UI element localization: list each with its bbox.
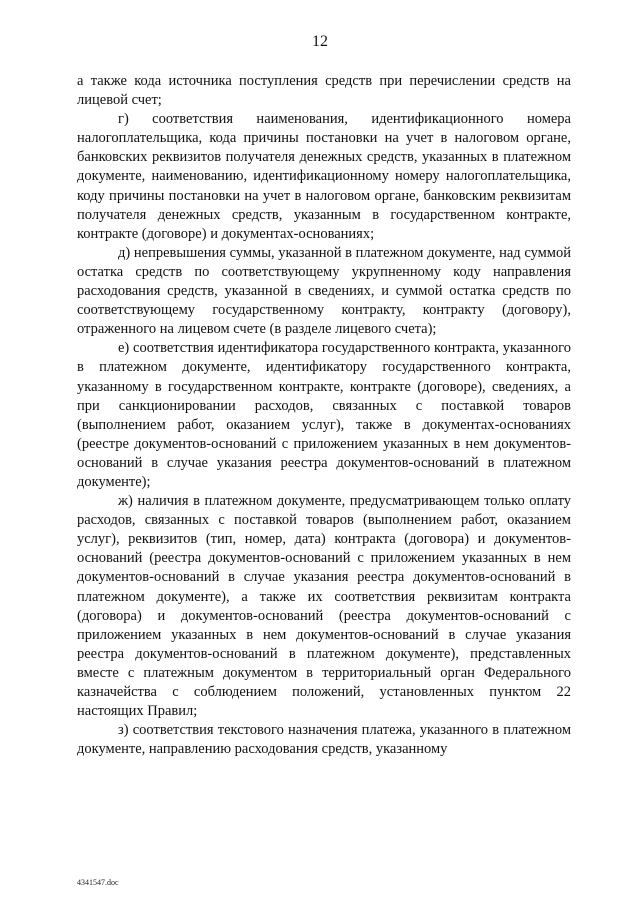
page-number: 12 — [312, 33, 328, 50]
paragraph-item-d: д) непревышения суммы, указанной в платежном документе, над суммой остатка средств по соответствующему укрупненному коду направления расходования средств, указанной в сведениях, и суммой остатка средств по соответствующему государственному контракту, контракту (договору), отраженного на лицевом счете (в разделе лицевого счета); — [77, 244, 571, 338]
document-body — [77, 72, 571, 759]
paragraph-item-e: е) соответствия идентификатора государственного контракта, указанного в платежном документе, идентификатору государственного контракта, указанному в государственном контракте, контракте (договоре), сведениях, а при санкционировании расходов, связанных с поставкой товаров (выполнением работ, оказанием услуг), также в документах-основаниях (реестре документов-оснований с приложением указанных в нем документов-оснований в случае указания реестра документов-оснований в платежном документе); — [77, 340, 571, 490]
paragraph-item-g: г) соответствия наименования, идентификационного номера налогоплательщика, кода причины постановки на учет в налоговом органе, банковских реквизитов получателя денежных средств, указанных в платежном документе, наименованию, идентификационному номеру налогоплательщика, коду причины постановки на учет в налоговом органе, банковским реквизитам получателя денежных средств, указанным в государственном контракте, контракте (договоре) и документах-основаниях; — [77, 111, 571, 242]
paragraph-item-zh: ж) наличия в платежном документе, предусматривающем только оплату расходов, связанных с поставкой товаров (выполнением работ, оказанием услуг), реквизитов (тип, номер, дата) контракта (договора) и документов-оснований (реестра документов-оснований с приложением указанных в нем документов-оснований в случае указания реестра документов-оснований в платежном документе), а также их соответствия реквизитам контракта (договора) и документов-оснований (реестра документов-оснований с приложением указанных в нем документов-оснований в случае указания реестра документов-оснований в платежном документе), представленных вместе с платежным документом в территориальный орган Федерального казначейства с соблюдением положений, установленных пунктом 22 настоящих Правил; — [77, 493, 571, 720]
paragraph-continuation: а также кода источника поступления средств при перечислении средств на лицевой счет; — [77, 73, 571, 109]
paragraph-item-z: з) соответствия текстового назначения платежа, указанного в платежном документе, направлению расходования средств, указанному — [77, 722, 571, 758]
footer-filename: 4341547.doc — [77, 878, 119, 887]
